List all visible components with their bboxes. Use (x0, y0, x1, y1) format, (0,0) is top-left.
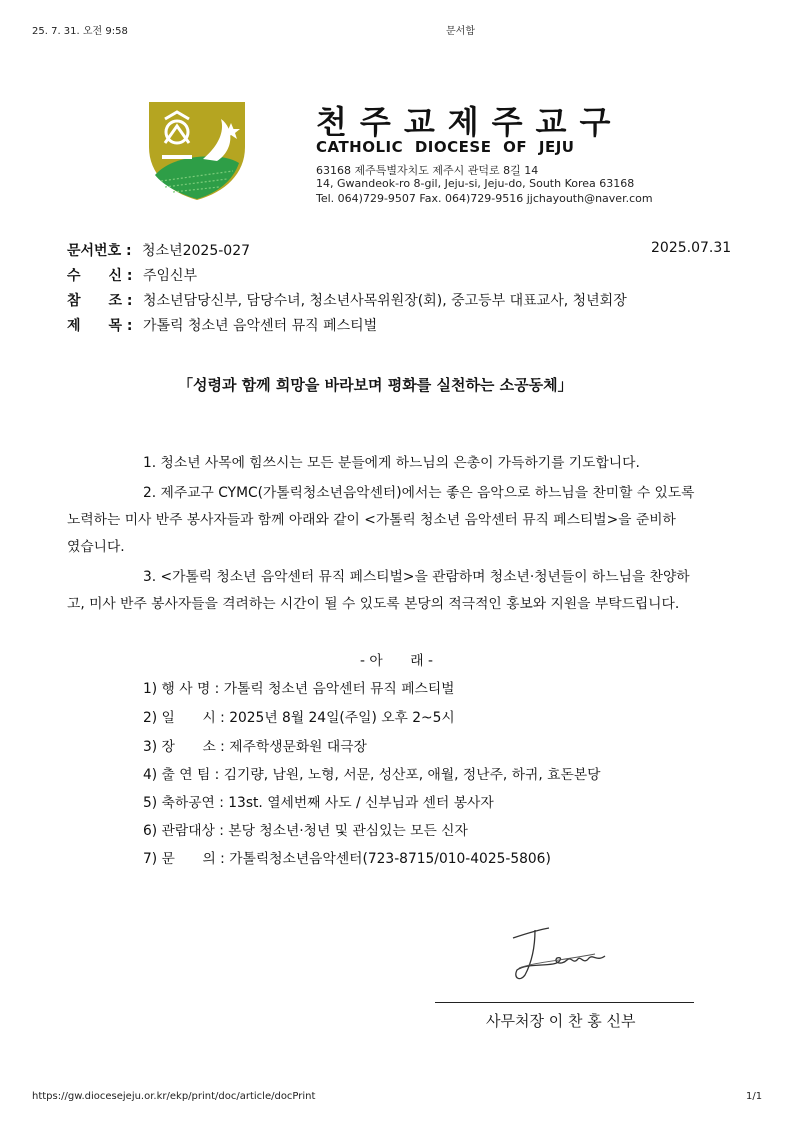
doc-number-label: 문서번호 : (67, 243, 132, 259)
doc-number-value: 청소년2025-027 (142, 243, 251, 259)
paragraph-2-line-3: 였습니다. (67, 539, 125, 555)
detail-venue: 3) 장 소 : 제주학생문화원 대극장 (143, 739, 367, 755)
detail-inquiry: 7) 문 의 : 가톨릭청소년음악센터(723-8715/010-4025-5806) (143, 851, 551, 867)
print-title: 문서함 (446, 26, 475, 37)
motto: 「성령과 함께 희망을 바라보며 평화를 실천하는 소공동체」 (178, 376, 573, 394)
reference-label: 참 조 : (67, 293, 133, 309)
detail-datetime: 2) 일 시 : 2025년 8월 24일(주일) 오후 2~5시 (143, 710, 455, 726)
detail-celebration: 5) 축하공연 : 13st. 열세번째 사도 / 신부님과 센터 봉사자 (143, 795, 494, 811)
doc-number-row (67, 240, 250, 260)
detail-audience: 6) 관람대상 : 본당 청소년·청년 및 관심있는 모든 신자 (143, 823, 468, 839)
below-heading: - 아 래 - (360, 653, 433, 669)
subject-value: 가톨릭 청소년 음악센터 뮤직 페스티벌 (142, 318, 378, 334)
detail-performers: 4) 출 연 팀 : 김기량, 남원, 노형, 서문, 성산포, 애월, 정난주, 하귀, 효돈본당 (143, 767, 601, 783)
recipient-row (67, 265, 197, 285)
print-datetime: 25. 7. 31. 오전 9:58 (32, 26, 128, 37)
recipient-label: 수 신 : (67, 268, 133, 284)
detail-event-name: 1) 행 사 명 : 가톨릭 청소년 음악센터 뮤직 페스티벌 (143, 681, 455, 697)
subject-row (67, 315, 377, 335)
contact-info: Tel. 064)729-9507 Fax. 064)729-9516 jjchayouth@naver.com (316, 192, 653, 205)
paragraph-3-line-1: 3. <가톨릭 청소년 음악센터 뮤직 페스티벌>을 관람하며 청소년·청년들이 하느님을 찬양하 (143, 569, 690, 585)
doc-date: 2025.07.31 (651, 240, 732, 256)
diocese-shield-icon (147, 99, 247, 201)
paragraph-3-line-2: 고, 미사 반주 봉사자들을 격려하는 시간이 될 수 있도록 본당의 적극적인 홍보와 지원을 부탁드립니다. (67, 596, 680, 612)
handwritten-signature (505, 920, 615, 990)
page-number: 1/1 (746, 1091, 763, 1102)
diocese-title-english: CATHOLIC DIOCESE OF JEJU (316, 138, 575, 156)
signatory-name: 사무처장 이 찬 홍 신부 (486, 1012, 636, 1030)
address-english: 14, Gwandeok-ro 8-gil, Jeju-si, Jeju-do, South Korea 63168 (316, 177, 635, 190)
paragraph-2-line-1: 2. 제주교구 CYMC(가톨릭청소년음악센터)에서는 좋은 음악으로 하느님을 찬미할 수 있도록 (143, 485, 695, 501)
diocese-logo (147, 99, 247, 201)
subject-label: 제 목 : (67, 318, 133, 334)
signature-line (435, 1002, 694, 1003)
paragraph-1: 1. 청소년 사목에 힘쓰시는 모든 분들에게 하느님의 은총이 가득하기를 기도합니다. (143, 455, 640, 471)
recipient-value: 주임신부 (142, 268, 198, 284)
address-korean: 63168 제주특별자치도 제주시 관덕로 8길 14 (316, 164, 539, 177)
diocese-title-korean: 천주교제주교구 (316, 103, 624, 141)
reference-value: 청소년담당신부, 담당수녀, 청소년사목위원장(회), 중고등부 대표교사, 청년회장 (142, 293, 627, 309)
paragraph-2-line-2: 노력하는 미사 반주 봉사자들과 함께 아래와 같이 <가톨릭 청소년 음악센터 뮤직 페스티벌>을 준비하 (67, 512, 676, 528)
reference-row (67, 290, 627, 310)
print-url: https://gw.diocesejeju.or.kr/ekp/print/doc/article/docPrint (32, 1091, 316, 1102)
